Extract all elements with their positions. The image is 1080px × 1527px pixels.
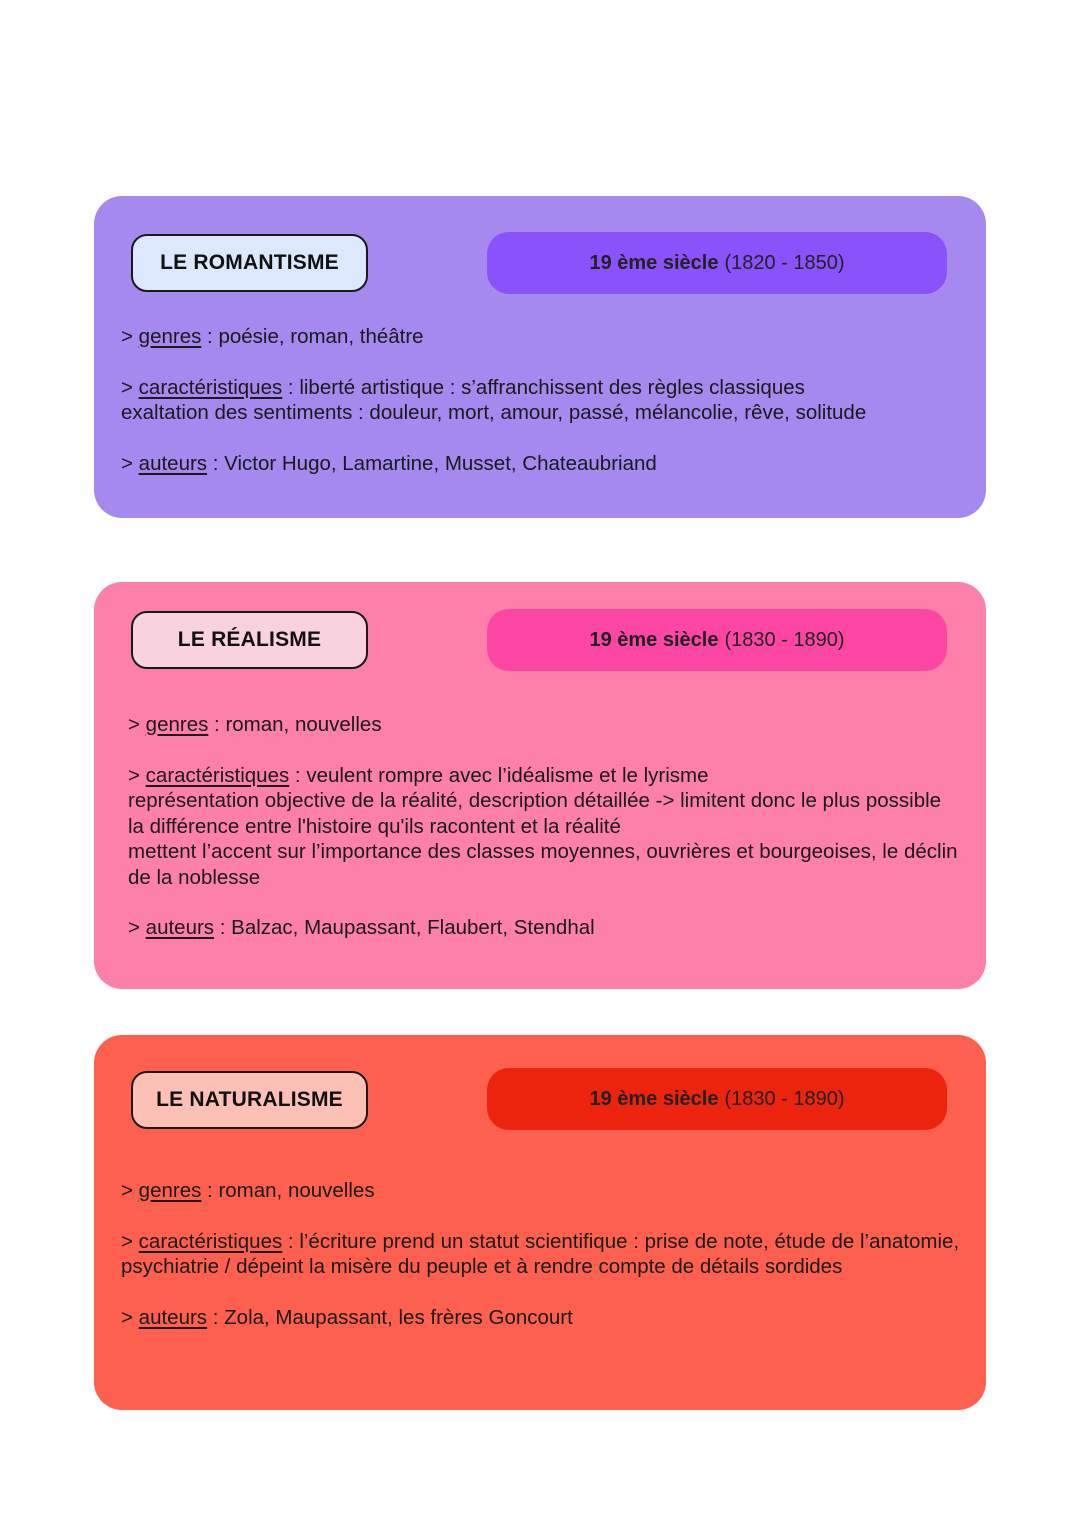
auteurs-value: Balzac, Maupassant, Flaubert, Stendhal	[231, 916, 595, 939]
genres-label: genres	[145, 713, 209, 736]
genres-line: > genres : roman, nouvelles	[128, 713, 382, 736]
movement-title: LE RÉALISME	[131, 611, 368, 669]
caracteristiques-text: veulent rompre avec l’idéalisme et le lyrisme	[306, 763, 709, 787]
caracteristiques-text: l’écriture prend un statut scientifique : prise de note, étude de l’anatomie, psychiatrie / dépeint la misère du peuple et à rendre compte de détails sordides	[121, 1229, 960, 1278]
genres-line: > genres : roman, nouvelles	[121, 1179, 375, 1202]
auteurs-line: > auteurs : Victor Hugo, Lamartine, Musset, Chateaubriand	[121, 451, 657, 475]
auteurs-value: Zola, Maupassant, les frères Goncourt	[224, 1305, 573, 1329]
card-body	[128, 712, 962, 941]
period-century: 19 ème siècle	[589, 1087, 719, 1110]
period-years: (1830 - 1890)	[724, 1087, 845, 1110]
period-badge	[487, 609, 947, 671]
caracteristiques-text: exaltation des sentiments : douleur, mort, amour, passé, mélancolie, rêve, solitude	[121, 401, 867, 424]
genres-value: roman, nouvelles	[218, 1179, 375, 1202]
caracteristiques-line: > caractéristiques : l’écriture prend un statut scientifique : prise de note, étude de l’anatomie, psychiatrie / dépeint la misère du peuple et à rendre compte de détails sordides	[121, 1229, 960, 1278]
period-century: 19 ème siècle	[589, 251, 719, 274]
caracteristiques-label: caractéristiques	[138, 375, 283, 399]
auteurs-label: auteurs	[145, 916, 215, 939]
caracteristiques-text: représentation objective de la réalité, description détaillée -> limitent donc le plus possible la différence entre l'histoire qu'ils racontent et la réalité	[128, 789, 942, 838]
genres-label: genres	[138, 325, 202, 348]
card-body	[121, 324, 962, 476]
card-body	[121, 1178, 962, 1330]
genres-value: poésie, roman, théâtre	[218, 325, 424, 348]
auteurs-label: auteurs	[138, 1305, 208, 1329]
caracteristiques-label: caractéristiques	[138, 1229, 283, 1253]
caracteristiques-line: > caractéristiques : liberté artistique : s’affranchissent des règles classiques exaltation des sentiments : douleur, mort, amour, passé, mélancolie, rêve, solitude	[121, 375, 867, 424]
movement-title: LE ROMANTISME	[131, 234, 368, 292]
period-badge	[487, 1068, 947, 1130]
genres-line: > genres : poésie, roman, théâtre	[121, 325, 424, 348]
period-badge	[487, 232, 947, 294]
card-realisme	[94, 582, 986, 989]
auteurs-line: > auteurs : Balzac, Maupassant, Flaubert, Stendhal	[128, 916, 595, 939]
card-naturalisme	[94, 1035, 986, 1410]
genres-label: genres	[138, 1179, 202, 1202]
auteurs-value: Victor Hugo, Lamartine, Musset, Chateaubriand	[224, 451, 657, 475]
genres-value: roman, nouvelles	[225, 713, 382, 736]
period-century: 19 ème siècle	[589, 628, 719, 651]
card-romantisme	[94, 196, 986, 518]
caracteristiques-line: > caractéristiques : veulent rompre avec l’idéalisme et le lyrisme représentation objective de la réalité, description détaillée -> limitent donc le plus possible la différence entre l'histoire qu'ils racontent et la réalité mettent l’accent sur l’importance des classes moyennes, ouvrières et bourgeoises, le déclin de la noblesse	[128, 763, 958, 889]
period-years: (1820 - 1850)	[724, 251, 845, 274]
caracteristiques-label: caractéristiques	[145, 763, 290, 787]
caracteristiques-text: mettent l’accent sur l’importance des classes moyennes, ouvrières et bourgeoises, le déclin de la noblesse	[128, 840, 958, 889]
auteurs-line: > auteurs : Zola, Maupassant, les frères Goncourt	[121, 1305, 573, 1329]
movement-title: LE NATURALISME	[131, 1071, 368, 1129]
caracteristiques-text: liberté artistique : s’affranchissent des règles classiques	[299, 375, 805, 399]
period-years: (1830 - 1890)	[724, 628, 845, 651]
auteurs-label: auteurs	[138, 451, 208, 475]
